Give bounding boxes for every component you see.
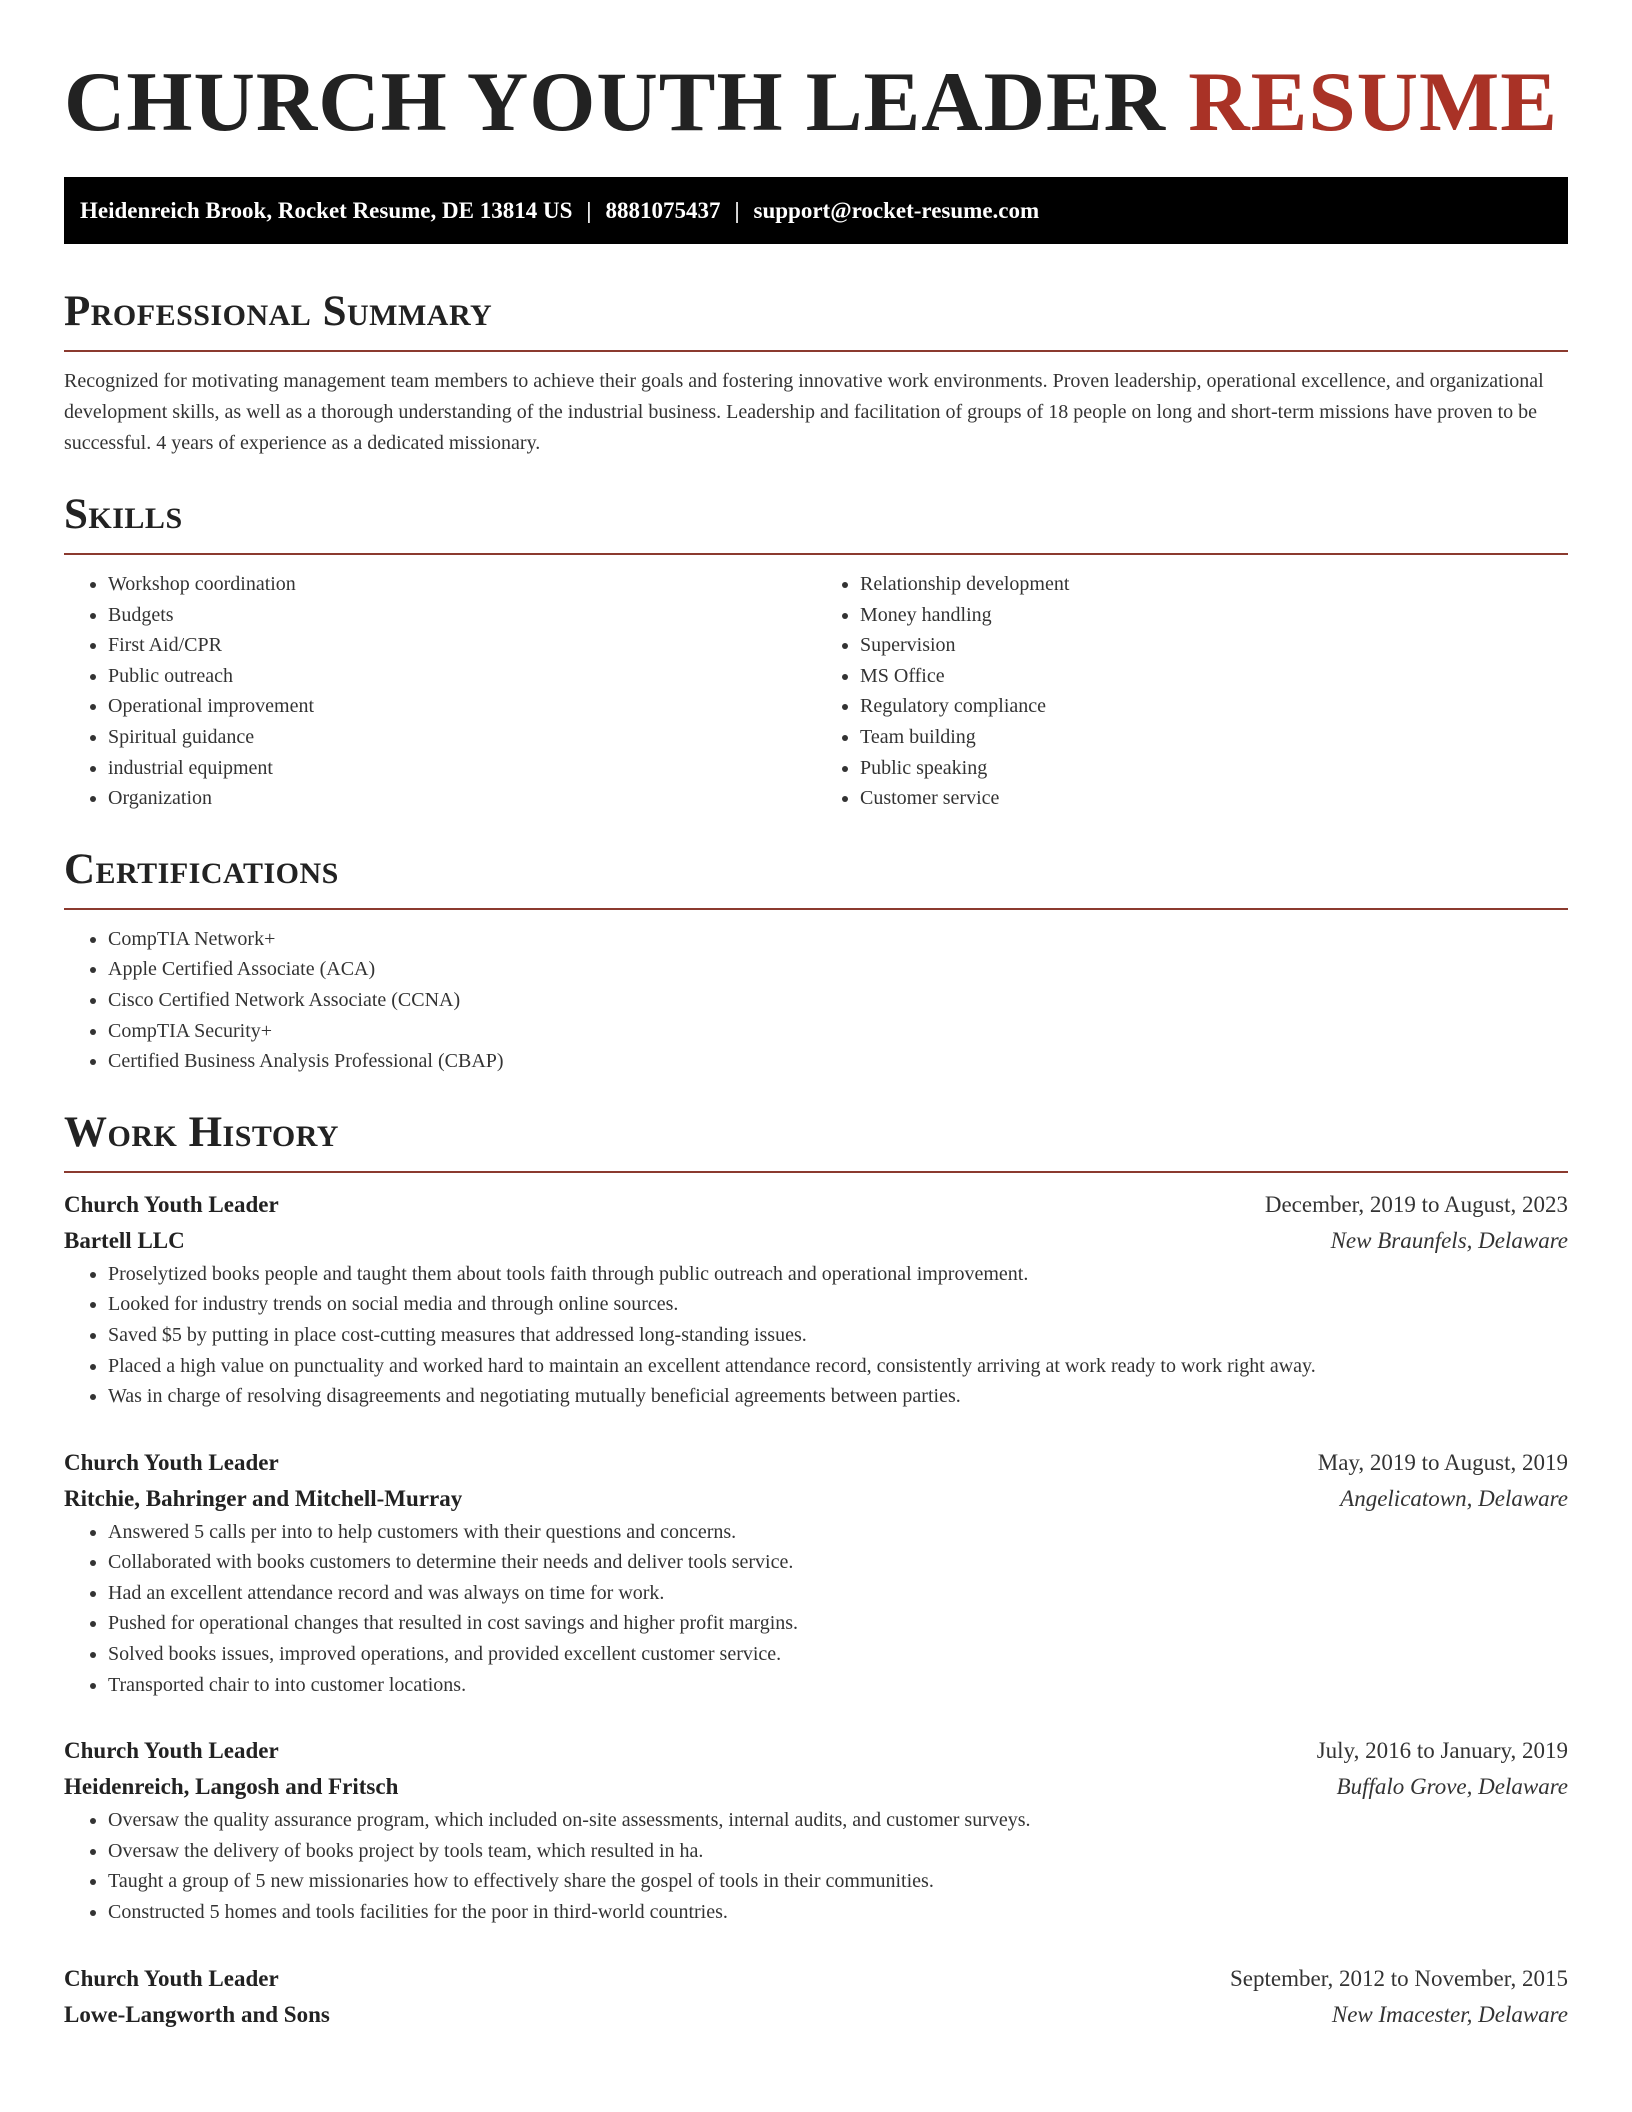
job-company: Heidenreich, Langosh and Fritsch	[64, 1774, 399, 1800]
skill-item: • industrial equipment	[108, 753, 816, 784]
skill-item: • Workshop coordination	[108, 569, 816, 600]
job-location: Angelicatown, Delaware	[1340, 1485, 1568, 1511]
section-divider	[64, 350, 1568, 352]
job-location: New Imacester, Delaware	[1331, 2001, 1568, 2027]
contact-address: Heidenreich Brook, Rocket Resume, DE 13814 US	[80, 198, 573, 223]
job-entry	[64, 1733, 1568, 1927]
job-entry	[64, 1187, 1568, 1412]
job-bullet: • Solved books issues, improved operations, and provided excellent customer service.	[108, 1639, 1568, 1670]
certification-item: • Certified Business Analysis Professional (CBAP)	[108, 1046, 1568, 1077]
job-bullet: • Proselytized books people and taught them about tools faith through public outreach and operational improvement.	[108, 1259, 1568, 1290]
section-heading-skills: Skills	[64, 491, 183, 538]
job-company: Ritchie, Bahringer and Mitchell-Murray	[64, 1485, 463, 1511]
job-title: Church Youth Leader	[64, 1965, 279, 1991]
skill-item: • Team building	[860, 722, 1568, 753]
skill-item: • Public speaking	[860, 753, 1568, 784]
job-title: Church Youth Leader	[64, 1191, 279, 1217]
skill-item: • Money handling	[860, 600, 1568, 631]
section-heading-work-history: Work History	[64, 1108, 339, 1156]
skill-item: • Spiritual guidance	[108, 722, 816, 753]
job-bullet: • Answered 5 calls per into to help customers with their questions and concerns.	[108, 1517, 1568, 1548]
summary-text: Recognized for motivating management team members to achieve their goals and fostering innovative work environments. Proven leadership, operational excellence, and organizational development skills, as well as a thorough understanding of the industrial business. Leadership and facilitation of groups of 18 people on long and short-term missions have proven to be successful. 4 years of experience as a dedicated missionary.	[64, 370, 1544, 454]
job-entry	[64, 1445, 1568, 1701]
job-dates: December, 2019 to August, 2023	[1264, 1191, 1568, 1217]
contact-bar	[64, 177, 1568, 244]
skills-column-right	[816, 569, 1568, 814]
job-bullet: • Oversaw the quality assurance program, which included on-site assessments, internal audits, and customer surveys.	[108, 1805, 1568, 1836]
section-heading-summary: Professional Summary	[64, 288, 493, 335]
job-company-row	[64, 1769, 1568, 1805]
job-bullets	[64, 1805, 1568, 1927]
section-divider	[64, 908, 1568, 910]
skill-item: • Relationship development	[860, 569, 1568, 600]
job-dates: September, 2012 to November, 2015	[1230, 1965, 1568, 1991]
summary-section	[64, 286, 1568, 459]
skill-item: • Operational improvement	[108, 691, 816, 722]
contact-separator: |	[734, 198, 740, 223]
job-company: Bartell LLC	[64, 1227, 185, 1253]
job-location: New Braunfels, Delaware	[1330, 1227, 1568, 1253]
contact-separator: |	[586, 198, 592, 223]
job-bullet: • Had an excellent attendance record and was always on time for work.	[108, 1578, 1568, 1609]
job-dates: May, 2019 to August, 2019	[1317, 1449, 1568, 1475]
skills-grid	[64, 569, 1568, 814]
job-company-row	[64, 1997, 1568, 2033]
job-company-row	[64, 1481, 1568, 1517]
job-header-row	[64, 1445, 1568, 1481]
job-title: Church Youth Leader	[64, 1449, 279, 1475]
title-accent: RESUME	[1188, 55, 1558, 149]
job-bullets	[64, 1517, 1568, 1701]
job-header-row	[64, 1187, 1568, 1223]
job-bullet: • Saved $5 by putting in place cost-cutting measures that addressed long-standing issues.	[108, 1320, 1568, 1351]
job-bullet: • Was in charge of resolving disagreements and negotiating mutually beneficial agreements between parties.	[108, 1381, 1568, 1412]
job-bullet: • Constructed 5 homes and tools facilities for the poor in third-world countries.	[108, 1897, 1568, 1928]
skill-item: • Regulatory compliance	[860, 691, 1568, 722]
title-main: CHURCH YOUTH LEADER	[64, 55, 1167, 149]
job-location: Buffalo Grove, Delaware	[1336, 1774, 1568, 1800]
job-company: Lowe-Langworth and Sons	[64, 2001, 330, 2027]
certifications-section	[64, 844, 1568, 1077]
job-bullet: • Placed a high value on punctuality and worked hard to maintain an excellent attendance record, consistently arriving at work ready to work right away.	[108, 1351, 1568, 1382]
section-divider	[64, 553, 1568, 555]
job-bullet: • Oversaw the delivery of books project by tools team, which resulted in ha.	[108, 1836, 1568, 1867]
skill-item: • Budgets	[108, 600, 816, 631]
job-bullet: • Pushed for operational changes that resulted in cost savings and higher profit margins.	[108, 1608, 1568, 1639]
resume-title	[64, 0, 1568, 152]
section-heading-certifications: Certifications	[64, 845, 339, 893]
certification-item: • CompTIA Security+	[108, 1016, 1568, 1047]
section-divider	[64, 1171, 1568, 1173]
job-dates: July, 2016 to January, 2019	[1316, 1738, 1568, 1764]
job-company-row	[64, 1223, 1568, 1259]
skill-item: • Public outreach	[108, 661, 816, 692]
job-title: Church Youth Leader	[64, 1738, 279, 1764]
skill-item: • First Aid/CPR	[108, 630, 816, 661]
contact-email[interactable]: support@rocket-resume.com	[753, 198, 1040, 223]
skill-item: • Customer service	[860, 783, 1568, 814]
skills-column-left	[64, 569, 816, 814]
skill-item: • Organization	[108, 783, 816, 814]
job-bullet: • Collaborated with books customers to determine their needs and deliver tools service.	[108, 1547, 1568, 1578]
contact-phone: 8881075437	[605, 198, 721, 223]
job-header-row	[64, 1733, 1568, 1769]
job-entry	[64, 1961, 1568, 2033]
job-bullet: • Transported chair to into customer locations.	[108, 1670, 1568, 1701]
certification-item: • Apple Certified Associate (ACA)	[108, 954, 1568, 985]
job-bullet: • Taught a group of 5 new missionaries how to effectively share the gospel of tools in their communities.	[108, 1866, 1568, 1897]
job-bullets	[64, 1259, 1568, 1412]
skill-item: • Supervision	[860, 630, 1568, 661]
job-bullet: • Looked for industry trends on social media and through online sources.	[108, 1289, 1568, 1320]
work-history-section	[64, 1107, 1568, 2033]
certification-item: • Cisco Certified Network Associate (CCNA)	[108, 985, 1568, 1016]
job-header-row	[64, 1961, 1568, 1997]
certification-item: • CompTIA Network+	[108, 924, 1568, 955]
skills-section	[64, 489, 1568, 814]
skill-item: • MS Office	[860, 661, 1568, 692]
